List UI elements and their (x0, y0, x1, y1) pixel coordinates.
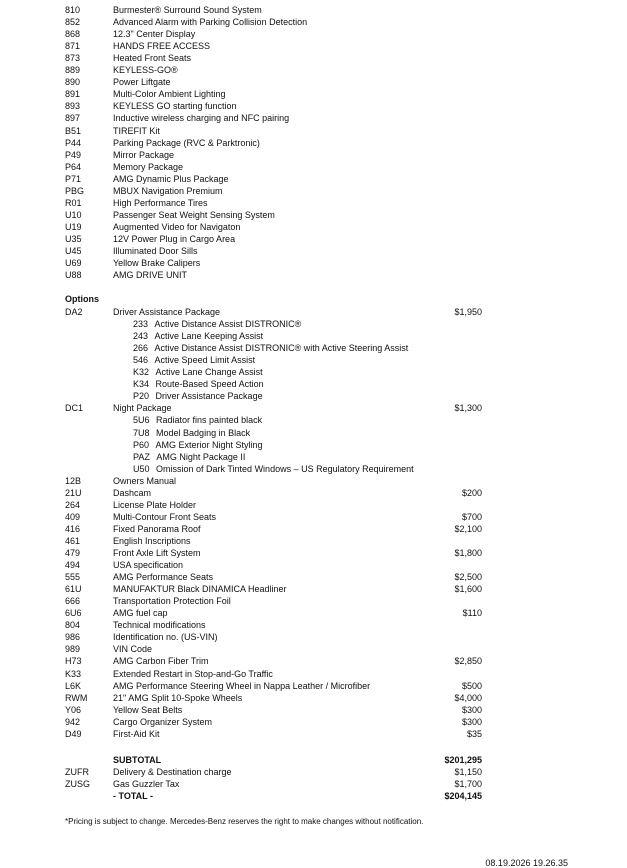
equipment-row (0, 221, 627, 233)
equipment-row (0, 185, 627, 197)
option-description: Identification no. (US-VIN) (113, 632, 218, 643)
package-item-code: U50 (133, 463, 150, 474)
package-item-code: 7U8 (133, 427, 150, 438)
equipment-description: KEYLESS-GO® (113, 65, 178, 76)
option-description: USA specification (113, 560, 184, 571)
option-price: $35 (466, 728, 482, 739)
equipment-code: U35 (65, 233, 82, 244)
equipment-code: R01 (65, 197, 82, 208)
option-price: $300 (461, 716, 482, 727)
option-row (0, 631, 627, 643)
option-price: $2,100 (454, 523, 482, 534)
option-price: $500 (461, 680, 482, 691)
option-price: $110 (462, 608, 482, 619)
equipment-code: 873 (65, 53, 81, 64)
equipment-code: B51 (65, 125, 82, 136)
option-code: Y06 (65, 704, 82, 715)
equipment-row (0, 233, 627, 245)
equipment-description: MBUX Navigation Premium (113, 185, 223, 196)
option-code: 461 (65, 535, 81, 546)
option-row (0, 559, 627, 571)
equipment-row (0, 269, 627, 281)
option-code: 6U6 (65, 608, 82, 619)
package-item-description: Active Lane Change Assist (155, 367, 263, 378)
subtotal-label: SUBTOTAL (113, 755, 162, 765)
total-price: $204,145 (444, 791, 482, 802)
package-item (133, 318, 301, 330)
equipment-row (0, 52, 627, 64)
print-timestamp: 08.19.2026 19.26.35 (485, 858, 568, 868)
package-price: $1,950 (454, 307, 482, 317)
equipment-row (0, 137, 627, 149)
option-description: Owners Manual (113, 475, 177, 486)
equipment-code: 897 (65, 113, 81, 124)
equipment-description: Mirror Package (113, 149, 175, 160)
charge-price: $1,700 (454, 779, 482, 790)
option-row (0, 619, 627, 631)
package-item-code: K34 (133, 379, 150, 390)
equipment-code: U19 (65, 221, 82, 232)
option-description: Fixed Panorama Roof (113, 523, 201, 534)
option-row (0, 475, 627, 487)
equipment-row (0, 173, 627, 185)
package-price: $1,300 (454, 403, 482, 414)
option-row (0, 547, 627, 559)
option-price: $2,500 (454, 572, 482, 583)
equipment-code: 852 (65, 17, 81, 28)
package-code: DC1 (65, 403, 84, 414)
package-item-row (0, 330, 627, 342)
option-row (0, 668, 627, 680)
package-item (133, 414, 262, 426)
package-item (133, 342, 408, 354)
package-item-row (0, 342, 627, 354)
option-description: First-Aid Kit (113, 728, 160, 739)
option-row (0, 728, 627, 740)
option-row (0, 499, 627, 511)
package-item-description: Active Distance Assist DISTRONIC® (154, 319, 302, 330)
option-row (0, 704, 627, 716)
equipment-description: Parking Package (RVC & Parktronic) (113, 137, 260, 148)
option-code: 12B (65, 475, 82, 486)
equipment-description: Yellow Brake Calipers (113, 258, 201, 269)
package-description: Night Package (113, 403, 172, 414)
option-row (0, 692, 627, 704)
option-row (0, 595, 627, 607)
option-price: $700 (461, 511, 482, 522)
option-code: RWM (65, 692, 88, 703)
package-item-code: 5U6 (133, 415, 150, 426)
equipment-description: AMG DRIVE UNIT (113, 270, 188, 281)
package-item-row (0, 463, 627, 475)
package-item-row (0, 354, 627, 366)
package-item-code: K32 (133, 367, 150, 378)
option-price: $1,800 (454, 548, 482, 558)
option-code: H73 (65, 656, 82, 667)
equipment-code: 871 (65, 41, 81, 52)
package-item (133, 451, 245, 463)
package-row (0, 306, 627, 318)
equipment-code: P49 (65, 149, 82, 160)
option-price: $4,000 (454, 692, 482, 703)
equipment-row (0, 28, 627, 40)
total-row (0, 790, 627, 802)
option-description: 21" AMG Split 10-Spoke Wheels (113, 692, 243, 703)
equipment-code: U45 (65, 246, 82, 256)
equipment-description: AMG Dynamic Plus Package (113, 173, 229, 184)
package-item-description: Route-Based Speed Action (155, 379, 264, 390)
option-row (0, 655, 627, 667)
equipment-description: Augmented Video for Navigaton (113, 221, 241, 232)
option-row (0, 716, 627, 728)
pricing-footnote: *Pricing is subject to change. Mercedes-Benz reserves the right to make changes without notification. (65, 817, 424, 826)
options-heading: Options (65, 294, 99, 304)
package-item-code: P20 (133, 391, 150, 402)
total-label: - TOTAL - (113, 791, 153, 802)
option-row (0, 643, 627, 655)
equipment-code: PBG (65, 185, 85, 196)
option-code: 989 (65, 644, 81, 655)
option-code: 666 (65, 596, 81, 607)
package-item-description: AMG Night Package II (156, 451, 246, 462)
package-item (133, 366, 263, 378)
option-description: Multi-Contour Front Seats (113, 511, 217, 522)
option-description: Technical modifications (113, 620, 206, 631)
equipment-code: 810 (65, 5, 81, 15)
package-item-code: PAZ (133, 451, 150, 462)
package-item-code: 266 (133, 343, 149, 354)
option-code: 61U (65, 584, 82, 595)
equipment-description: Memory Package (113, 161, 184, 172)
equipment-description: 12V Power Plug in Cargo Area (113, 233, 236, 244)
equipment-code: U88 (65, 270, 82, 281)
equipment-code: P64 (65, 161, 82, 172)
option-row (0, 607, 627, 619)
package-item (133, 354, 255, 366)
option-code: 986 (65, 632, 81, 643)
option-code: K33 (65, 668, 82, 679)
package-item (133, 390, 263, 402)
equipment-description: Passenger Seat Weight Sensing System (113, 209, 275, 220)
package-item-code: 233 (133, 319, 149, 330)
option-row (0, 680, 627, 692)
equipment-row (0, 40, 627, 52)
option-description: AMG Carbon Fiber Trim (113, 656, 209, 667)
equipment-code: 893 (65, 101, 81, 112)
option-code: L6K (65, 680, 82, 691)
equipment-code: U69 (65, 258, 82, 269)
option-description: AMG Performance Seats (113, 572, 214, 583)
option-price: $300 (461, 704, 482, 715)
option-row (0, 511, 627, 523)
option-price: $200 (461, 487, 482, 498)
package-item (133, 378, 264, 390)
package-item-row (0, 366, 627, 378)
equipment-description: Burmester® Surround Sound System (113, 5, 262, 15)
equipment-code: 868 (65, 29, 81, 40)
option-description: Dashcam (113, 487, 152, 498)
option-code: 264 (65, 499, 81, 510)
equipment-description: High Performance Tires (113, 197, 208, 208)
option-code: 416 (65, 523, 81, 534)
package-item (133, 439, 263, 451)
option-code: 494 (65, 560, 81, 571)
package-description: Driver Assistance Package (113, 307, 221, 317)
package-item-row (0, 439, 627, 451)
option-row (0, 523, 627, 535)
equipment-row (0, 100, 627, 112)
option-code: 555 (65, 572, 81, 583)
option-row (0, 571, 627, 583)
option-code: 479 (65, 548, 81, 558)
package-item-code: 243 (133, 331, 149, 342)
charge-row (0, 778, 627, 790)
package-item (133, 330, 263, 342)
equipment-description: Advanced Alarm with Parking Collision Detection (113, 17, 308, 28)
charge-code: ZUSG (65, 779, 91, 790)
equipment-row (0, 16, 627, 28)
option-description: Cargo Organizer System (113, 716, 213, 727)
option-description: English Inscriptions (113, 535, 191, 546)
package-code: DA2 (65, 307, 83, 317)
equipment-code: 890 (65, 77, 81, 88)
package-item-description: Omission of Dark Tinted Windows – US Regulatory Requirement (156, 463, 414, 474)
option-code: 21U (65, 487, 82, 498)
charge-description: Gas Guzzler Tax (113, 779, 180, 790)
equipment-row (0, 245, 627, 257)
option-description: Extended Restart in Stop-and-Go Traffic (113, 668, 273, 679)
option-code: 804 (65, 620, 81, 631)
equipment-row (0, 125, 627, 137)
equipment-code: U10 (65, 209, 82, 220)
option-code: 942 (65, 716, 81, 727)
equipment-description: Heated Front Seats (113, 53, 192, 64)
equipment-row (0, 4, 627, 16)
equipment-description: Multi-Color Ambient Lighting (113, 89, 226, 100)
option-description: MANUFAKTUR Black DINAMICA Headliner (113, 584, 287, 595)
option-row (0, 487, 627, 499)
package-item-description: Radiator fins painted black (156, 415, 263, 426)
equipment-description: Power Liftgate (113, 77, 171, 88)
equipment-row (0, 257, 627, 269)
option-row (0, 535, 627, 547)
charge-code: ZUFR (65, 767, 89, 778)
package-item-code: P60 (133, 439, 150, 450)
package-item-description: AMG Exterior Night Styling (155, 439, 263, 450)
equipment-description: 12.3" Center Display (113, 29, 196, 40)
equipment-row (0, 197, 627, 209)
option-description: Yellow Seat Belts (113, 704, 183, 715)
package-item-description: Model Badging in Black (156, 427, 251, 438)
equipment-description: KEYLESS GO starting function (113, 101, 237, 112)
package-item-description: Active Speed Limit Assist (154, 355, 256, 366)
package-item-description: Driver Assistance Package (155, 391, 263, 402)
package-item-code: 546 (133, 355, 149, 366)
option-description: AMG Performance Steering Wheel in Nappa Leather / Microfiber (113, 680, 371, 691)
package-item-row (0, 390, 627, 402)
package-item-description: Active Distance Assist DISTRONIC® with Active Steering Assist (154, 343, 409, 354)
equipment-row (0, 209, 627, 221)
package-item-row (0, 414, 627, 426)
option-code: 409 (65, 511, 81, 522)
package-item (133, 463, 414, 475)
option-price: $2,850 (454, 656, 482, 667)
option-description: VIN Code (113, 644, 153, 655)
subtotal-price: $201,295 (444, 755, 482, 765)
package-row (0, 402, 627, 414)
option-row (0, 583, 627, 595)
package-item-row (0, 427, 627, 439)
charge-description: Delivery & Destination charge (113, 767, 232, 778)
equipment-row (0, 64, 627, 76)
option-price: $1,600 (454, 584, 482, 595)
equipment-code: P44 (65, 137, 82, 148)
equipment-description: Inductive wireless charging and NFC pairing (113, 113, 290, 124)
package-item-row (0, 378, 627, 390)
charge-row (0, 766, 627, 778)
equipment-row (0, 149, 627, 161)
package-item-row (0, 318, 627, 330)
package-item (133, 427, 250, 439)
option-description: AMG fuel cap (113, 608, 168, 619)
option-description: License Plate Holder (113, 499, 197, 510)
subtotal-row (0, 754, 627, 766)
equipment-description: HANDS FREE ACCESS (113, 41, 211, 52)
equipment-row (0, 76, 627, 88)
equipment-row (0, 88, 627, 100)
option-code: D49 (65, 728, 82, 739)
equipment-description: Illuminated Door Sills (113, 246, 198, 256)
charge-price: $1,150 (454, 767, 482, 778)
equipment-code: 889 (65, 65, 81, 76)
equipment-row (0, 112, 627, 124)
equipment-code: 891 (65, 89, 81, 100)
option-description: Transportation Protection Foil (113, 596, 231, 607)
equipment-description: TIREFIT Kit (113, 125, 160, 136)
equipment-code: P71 (65, 173, 82, 184)
equipment-row (0, 161, 627, 173)
option-description: Front Axle Lift System (113, 548, 201, 558)
package-item-description: Active Lane Keeping Assist (154, 331, 264, 342)
package-item-row (0, 451, 627, 463)
